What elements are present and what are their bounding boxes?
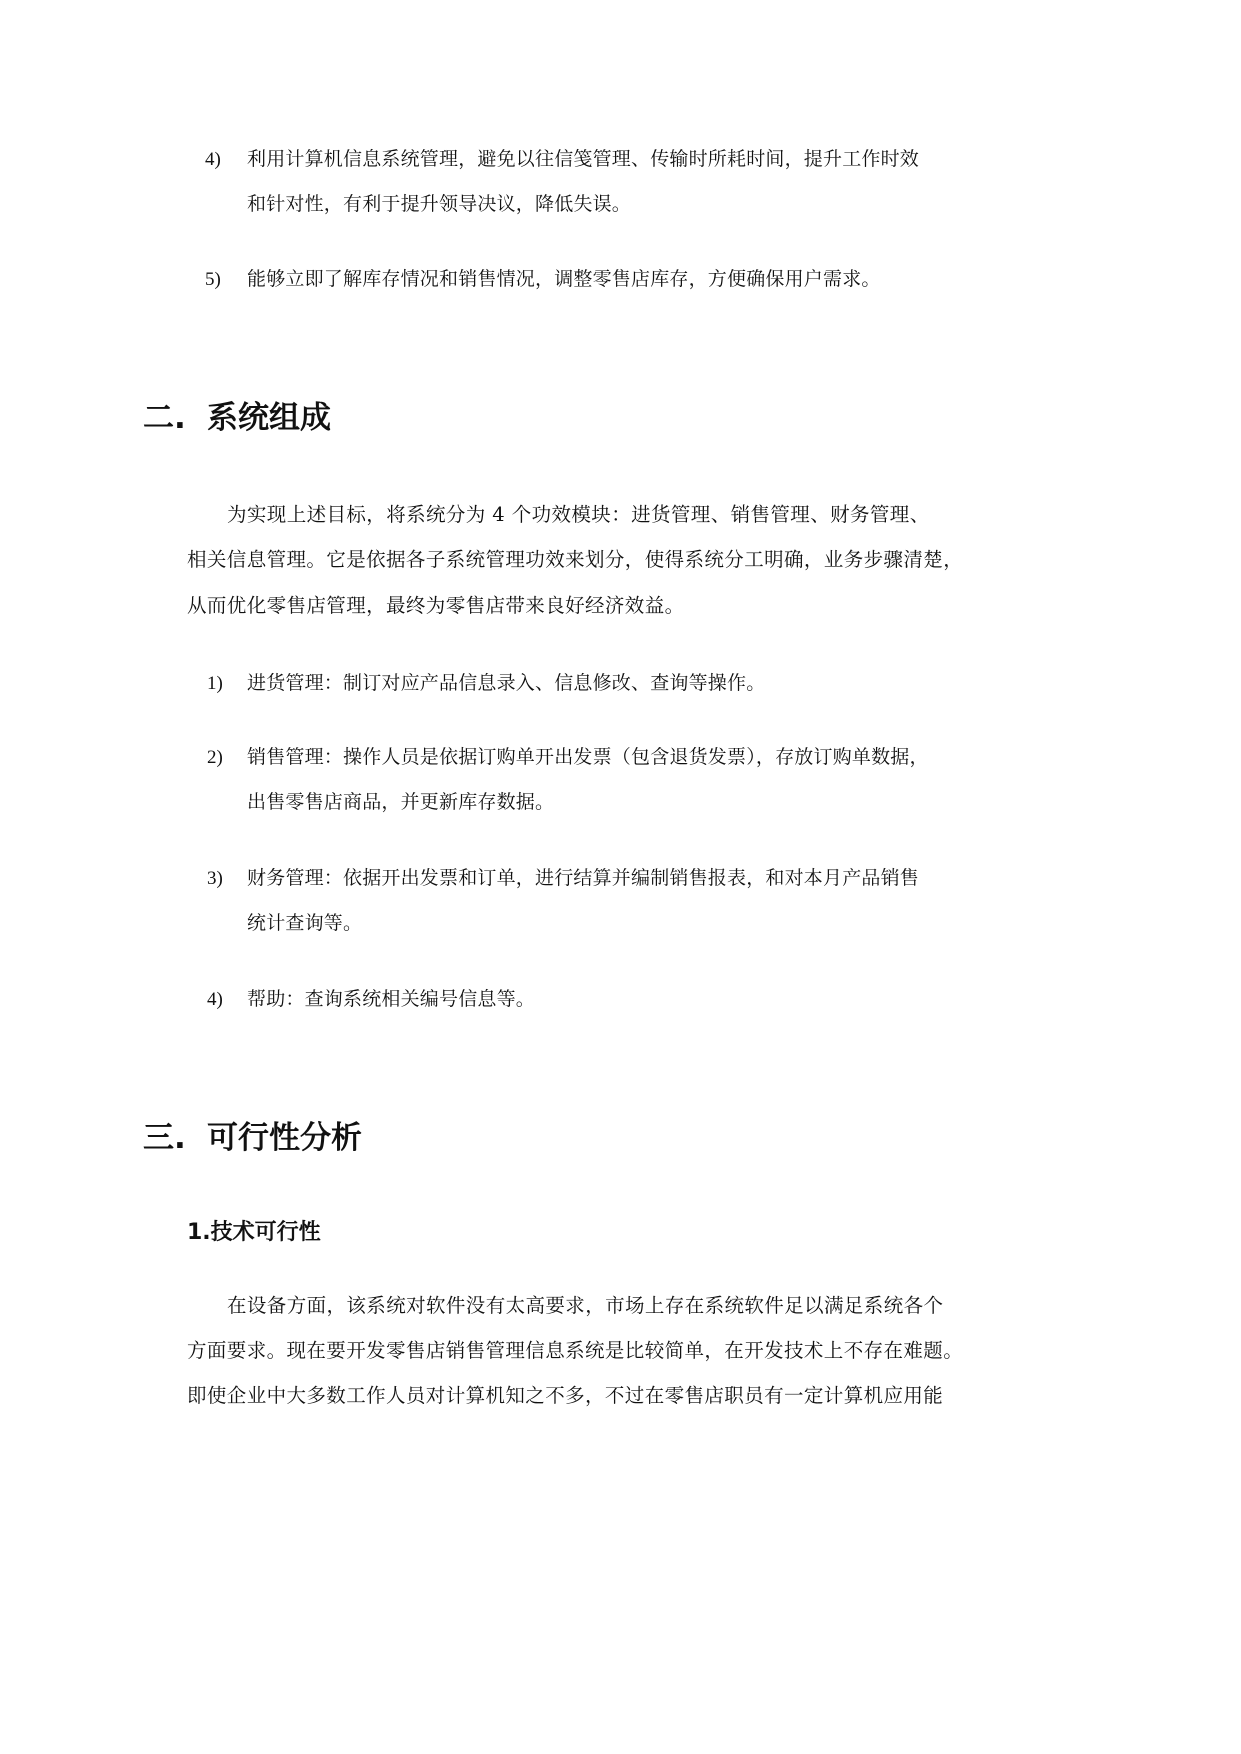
list-item-text: 统计查询等。 xyxy=(247,912,363,934)
list-item-text: 利用计算机信息系统管理，避免以往信笺管理、传输时所耗时间，提升工作时效 xyxy=(247,148,920,170)
list-item-number: 4) xyxy=(205,149,221,170)
paragraph-line: 方面要求。现在要开发零售店销售管理信息系统是比较简单，在开发技术上不存在难题。 xyxy=(187,1339,964,1362)
subsection-title: 1.技术可行性 xyxy=(187,1220,321,1245)
list-item-text: 能够立即了解库存情况和销售情况，调整零售店库存，方便确保用户需求。 xyxy=(247,268,881,290)
list-item-number: 2) xyxy=(207,747,223,768)
section-number: 二. xyxy=(143,400,186,436)
section-title: 系统组成 xyxy=(207,400,331,436)
list-item-text: 财务管理：依据开出发票和订单，进行结算并编制销售报表，和对本月产品销售 xyxy=(247,867,920,889)
list-item-number: 3) xyxy=(207,868,223,889)
list-item-text: 进货管理：制订对应产品信息录入、信息修改、查询等操作。 xyxy=(247,672,766,694)
list-item-number: 4) xyxy=(207,989,223,1010)
paragraph-line: 从而优化零售店管理，最终为零售店带来良好经济效益。 xyxy=(187,594,685,617)
section-title: 可行性分析 xyxy=(207,1120,362,1156)
paragraph-line: 相关信息管理。它是依据各子系统管理功效来划分，使得系统分工明确，业务步骤清楚， xyxy=(187,548,964,571)
list-item-text: 出售零售店商品，并更新库存数据。 xyxy=(247,791,555,813)
list-item-text: 销售管理：操作人员是依据订购单开出发票（包含退货发票），存放订购单数据， xyxy=(247,746,929,768)
paragraph-line: 即使企业中大多数工作人员对计算机知之不多，不过在零售店职员有一定计算机应用能 xyxy=(187,1384,944,1407)
list-item-number: 1) xyxy=(207,673,223,694)
section-number: 三. xyxy=(143,1120,186,1156)
list-item-number: 5) xyxy=(205,269,221,290)
list-item-text: 帮助：查询系统相关编号信息等。 xyxy=(247,988,536,1010)
paragraph-line: 为实现上述目标，将系统分为 4 个功效模块：进货管理、销售管理、财务管理、 xyxy=(227,503,930,526)
paragraph-line: 在设备方面，该系统对软件没有太高要求，市场上存在系统软件足以满足系统各个 xyxy=(227,1294,944,1317)
list-item-text: 和针对性，有利于提升领导决议，降低失误。 xyxy=(247,193,632,215)
